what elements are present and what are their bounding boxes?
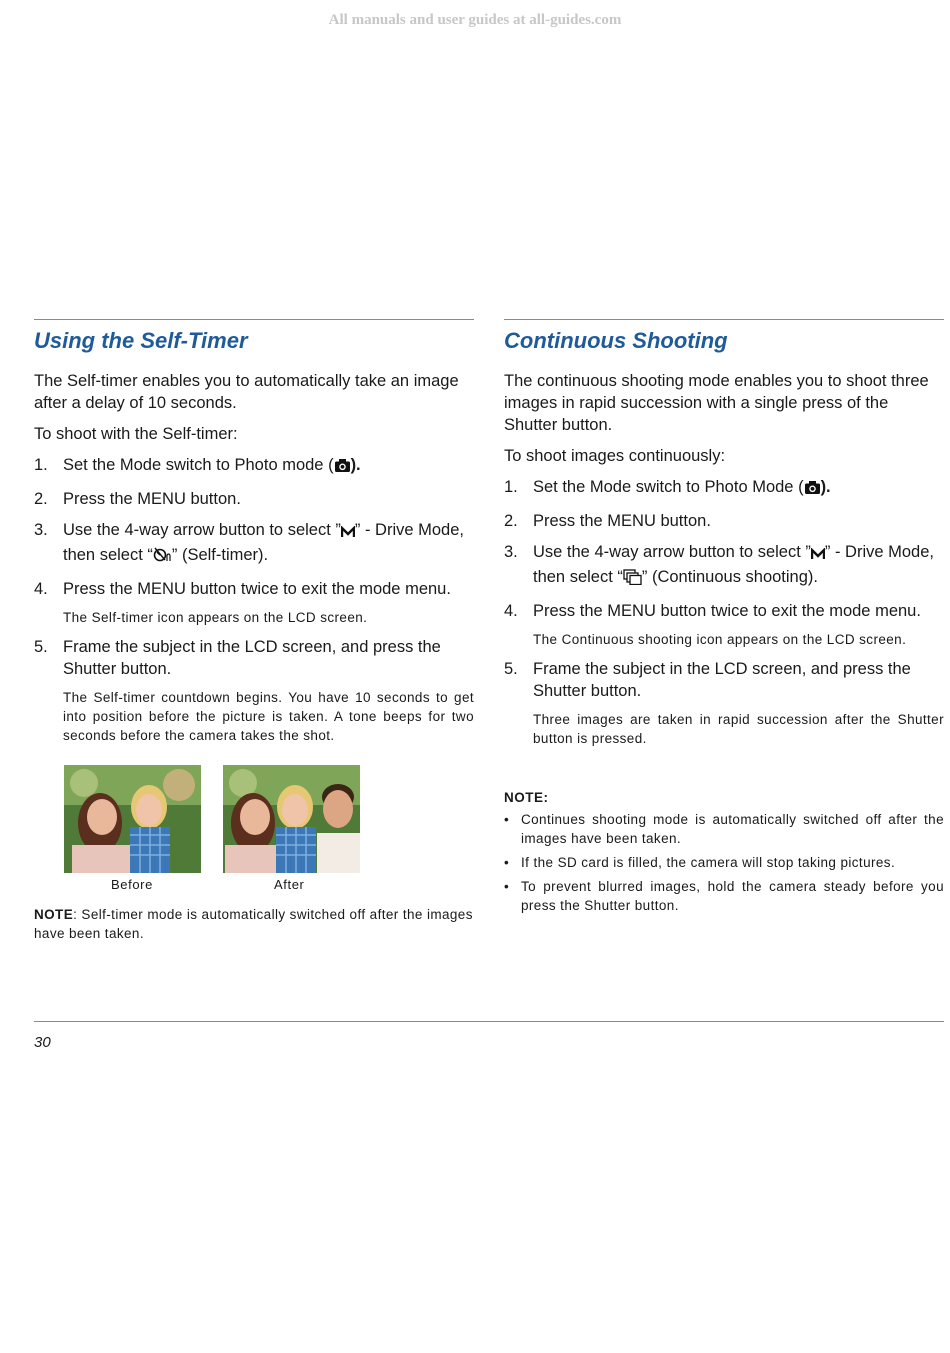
step-item	[504, 600, 944, 649]
page-number: 30	[34, 1034, 51, 1051]
step-text: Press the MENU button twice to exit the mode menu.	[63, 580, 451, 598]
drive-mode-icon	[341, 522, 355, 544]
continuous-shooting-icon	[623, 569, 642, 591]
step-item	[34, 488, 474, 510]
step-item	[504, 541, 944, 591]
steps-list	[504, 476, 944, 748]
before-photo	[64, 765, 201, 873]
section-title: Using the Self-Timer	[34, 328, 248, 353]
step-number: 4.	[34, 580, 48, 598]
continuous-shooting-section	[504, 319, 944, 915]
step-text: Use the 4-way arrow button to select ”	[533, 543, 811, 561]
step-item	[34, 636, 474, 745]
step-text: Press the MENU button.	[533, 512, 711, 530]
step-text-mid: ” - Drive Mode, then select “	[63, 521, 464, 564]
step-text-end: ).	[820, 478, 831, 496]
camera-icon	[804, 479, 821, 501]
step-text: Press the MENU button.	[63, 490, 241, 508]
bullet-dot: •	[504, 855, 510, 870]
after-photo	[223, 765, 360, 873]
step-note: The Self-timer icon appears on the LCD screen.	[63, 610, 368, 625]
step-text: Frame the subject in the LCD screen, and press the Shutter button.	[63, 638, 441, 678]
step-number: 1.	[34, 456, 48, 474]
note-bullet	[504, 810, 944, 848]
step-number: 4.	[504, 602, 518, 620]
section-rule	[504, 319, 944, 320]
after-caption: After	[274, 877, 305, 892]
step-item	[34, 454, 474, 479]
step-number: 3.	[34, 521, 48, 539]
step-number: 2.	[504, 512, 518, 530]
step-text-end: ).	[350, 456, 361, 474]
self-timer-note	[34, 905, 474, 943]
lead-paragraph: To shoot images continuously:	[504, 447, 726, 465]
self-timer-icon	[153, 546, 172, 569]
bullet-dot: •	[504, 812, 510, 827]
self-timer-section	[34, 319, 474, 943]
note-text: : Self-timer mode is automatically switched off after the images have been taken.	[34, 907, 473, 941]
step-text: Set the Mode switch to Photo mode (	[63, 456, 334, 474]
step-number: 1.	[504, 478, 518, 496]
footer-rule	[34, 1021, 944, 1022]
bullet-text: Continues shooting mode is automatically switched off after the images have been taken.	[521, 812, 944, 846]
step-text: Press the MENU button twice to exit the mode menu.	[533, 602, 921, 620]
bullet-dot: •	[504, 879, 510, 894]
step-number: 5.	[34, 638, 48, 656]
step-item	[34, 578, 474, 627]
step-item	[504, 658, 944, 748]
section-rule	[34, 319, 474, 320]
step-text: Set the Mode switch to Photo Mode (	[533, 478, 804, 496]
step-number: 2.	[34, 490, 48, 508]
step-note: The Self-timer countdown begins. You have 10 seconds to get into position before the picture is taken. A tone beeps for two seconds before the camera takes the shot.	[63, 690, 474, 743]
steps-list	[34, 454, 474, 745]
bullet-text: To prevent blurred images, hold the camera steady before you press the Shutter button.	[521, 879, 944, 913]
note-bullet	[504, 877, 944, 915]
watermark: All manuals and user guides at all-guides.com	[328, 12, 622, 28]
camera-icon	[334, 457, 351, 479]
note-heading: NOTE:	[504, 790, 549, 805]
intro-paragraph: The Self-timer enables you to automatically take an image after a delay of 10 seconds.	[34, 372, 459, 412]
drive-mode-icon	[811, 544, 825, 566]
intro-paragraph: The continuous shooting mode enables you to shoot three images in rapid succession with a single press of the Shutter button.	[504, 372, 929, 434]
step-item	[504, 476, 944, 501]
step-note: The Continuous shooting icon appears on the LCD screen.	[533, 632, 907, 647]
note-label: NOTE	[34, 907, 74, 922]
step-text: Frame the subject in the LCD screen, and press the Shutter button.	[533, 660, 911, 700]
step-number: 5.	[504, 660, 518, 678]
before-caption: Before	[111, 877, 153, 892]
step-note: Three images are taken in rapid succession after the Shutter button is pressed.	[533, 712, 944, 746]
step-text: Use the 4-way arrow button to select ”	[63, 521, 341, 539]
note-bullets	[504, 810, 944, 915]
step-item	[504, 510, 944, 532]
step-number: 3.	[504, 543, 518, 561]
step-text-mid: ” - Drive Mode, then select “	[533, 543, 934, 586]
note-bullet	[504, 853, 944, 872]
bullet-text: If the SD card is filled, the camera will stop taking pictures.	[521, 855, 896, 870]
example-photos	[34, 765, 474, 905]
lead-paragraph: To shoot with the Self-timer:	[34, 425, 238, 443]
step-item	[34, 519, 474, 569]
step-text-end: ” (Continuous shooting).	[641, 568, 818, 586]
section-title: Continuous Shooting	[504, 328, 728, 353]
step-text-end: ” (Self-timer).	[171, 546, 269, 564]
